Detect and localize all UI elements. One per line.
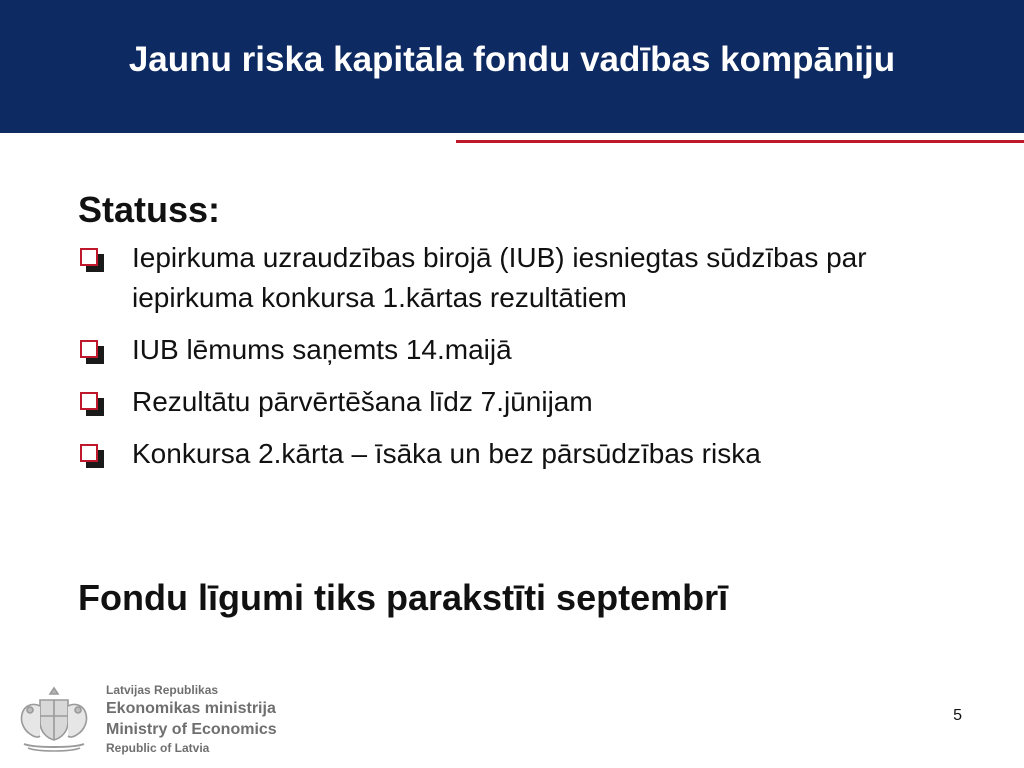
- slide-title-line-1: Jaunu riska kapitāla fondu vadības kompāniju: [128, 40, 896, 79]
- bullet-item: [78, 238, 978, 318]
- bullet-item: [78, 434, 978, 474]
- ministry-name-en: Ministry of Economics: [106, 721, 277, 738]
- status-bullet-list: [78, 238, 978, 474]
- checkbox-bullet-icon: [80, 340, 98, 358]
- ministry-country-line: Latvijas Republikas: [106, 683, 219, 697]
- slide-title-line-2: atlase: [462, 84, 562, 123]
- checkbox-bullet-icon: [80, 392, 98, 410]
- slide-body: [78, 188, 978, 486]
- bullet-text: Konkursa 2.kārta – īsāka un bez pārsūdzības riska: [132, 438, 761, 469]
- slide-title: [0, 38, 1024, 126]
- bullet-text: Iepirkuma uzraudzības birojā (IUB) iesniegtas sūdzības par iepirkuma konkursa 1.kārtas rezultātiem: [132, 242, 867, 313]
- ministry-signature: [106, 682, 277, 756]
- ministry-name-lv: Ekonomikas ministrija: [106, 700, 276, 717]
- bullet-text: Rezultātu pārvērtēšana līdz 7.jūnijam: [132, 386, 593, 417]
- coat-of-arms-icon: [10, 684, 98, 756]
- checkbox-bullet-icon: [80, 444, 98, 462]
- checkbox-bullet-icon: [80, 248, 98, 266]
- bullet-item: [78, 330, 978, 370]
- bullet-item: [78, 382, 978, 422]
- bullet-text: IUB lēmums saņemts 14.maijā: [132, 334, 512, 365]
- ministry-country-en: Republic of Latvia: [106, 741, 210, 755]
- closing-statement: Fondu līgumi tiks parakstīti septembrī: [78, 577, 729, 618]
- status-heading: Statuss:: [78, 189, 221, 230]
- title-underline-rule: [456, 140, 1024, 143]
- page-number: 5: [953, 707, 962, 724]
